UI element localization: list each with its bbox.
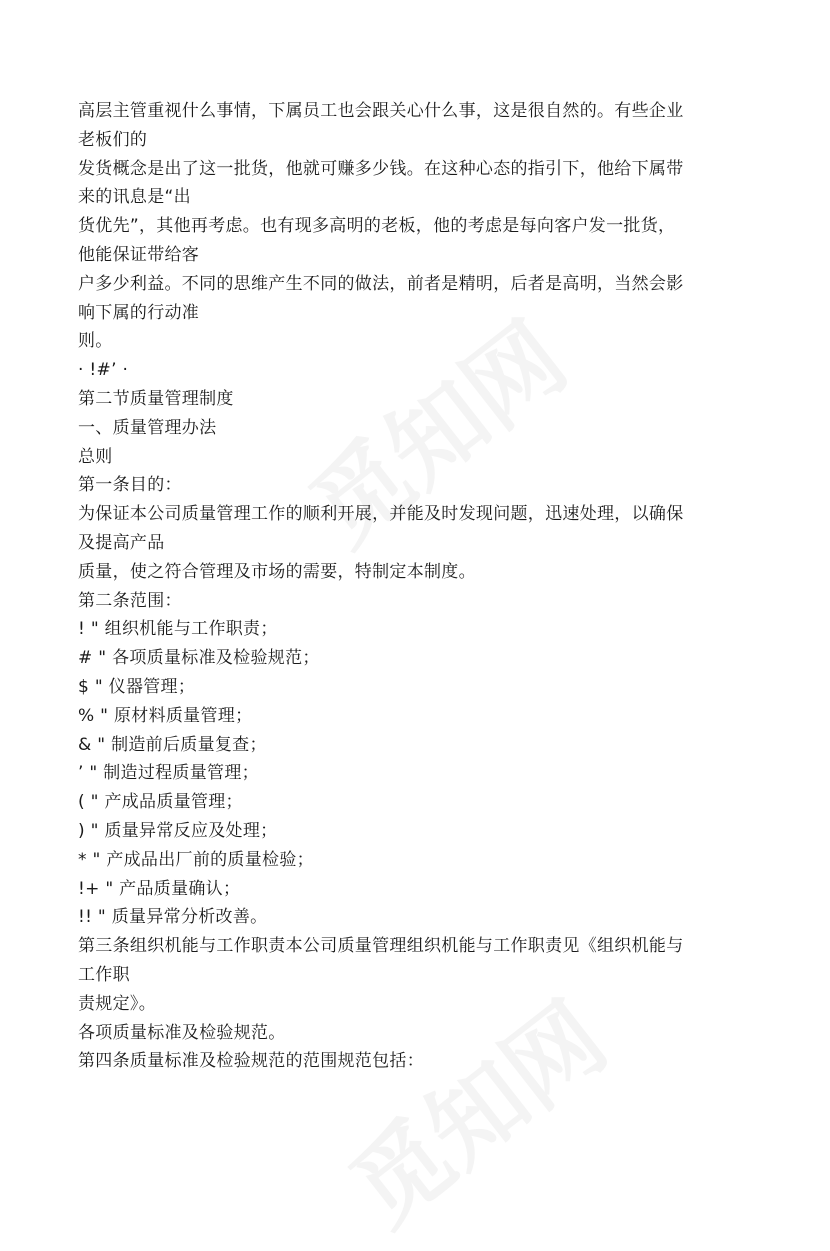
text-line: 高层主管重视什么事情，下属员工也会跟关心什么事，这是很自然的。有些企业 bbox=[78, 101, 684, 121]
text-line: 老板们的 bbox=[78, 129, 148, 150]
text-line: 发货概念是出了这一批货，他就可赚多少钱。在这种心态的指引下，他给下属带 bbox=[78, 158, 684, 179]
text-line: 及提高产品 bbox=[78, 532, 165, 553]
list-item: # " 各项质量标准及检验规范； bbox=[78, 648, 320, 669]
article-heading: 第一条目的： bbox=[78, 475, 182, 496]
list-item: * " 产成品出厂前的质量检验； bbox=[78, 849, 314, 870]
list-item: !! " 质量异常分析改善。 bbox=[78, 907, 268, 928]
text-line: 第三条组织机能与工作职责本公司质量管理组织机能与工作职责见《组织机能与 bbox=[78, 936, 684, 957]
text-line: · !#’ · bbox=[78, 360, 129, 381]
text-line: 响下属的行动准 bbox=[78, 302, 200, 323]
text-line: 则。 bbox=[78, 331, 113, 352]
subsection-heading: 一、质量管理办法 bbox=[78, 417, 217, 438]
text-line: 质量，使之符合管理及市场的需要，特制定本制度。 bbox=[78, 561, 476, 582]
text-line: 责规定》。 bbox=[78, 993, 156, 1014]
text-line: 为保证本公司质量管理工作的顺利开展，并能及时发现问题，迅速处理，以确保 bbox=[78, 504, 684, 525]
article-heading: 第二条范围： bbox=[78, 590, 182, 611]
text-line: 工作职 bbox=[78, 964, 130, 985]
list-item: !+ " 产品质量确认； bbox=[78, 878, 241, 899]
section-heading: 第二节质量管理制度 bbox=[78, 388, 234, 409]
text-line: 各项质量标准及检验规范。 bbox=[78, 1022, 286, 1043]
chapter-heading: 总则 bbox=[78, 446, 113, 467]
document-body bbox=[78, 97, 750, 1076]
list-item: & " 制造前后质量复查； bbox=[78, 734, 267, 755]
text-line: 来的讯息是“出 bbox=[78, 187, 191, 208]
article-heading: 第四条质量标准及检验规范的范围规范包括： bbox=[78, 1051, 424, 1072]
list-item: ! " 组织机能与工作职责； bbox=[78, 619, 278, 640]
list-item: ( " 产成品质量管理； bbox=[78, 792, 243, 813]
text-line: 货优先”，其他再考虑。也有现多高明的老板，他的考虑是每向客户发一批货， bbox=[78, 216, 676, 237]
list-item: ) " 质量异常反应及处理； bbox=[78, 820, 278, 841]
text-line: 户多少利益。不同的思维产生不同的做法，前者是精明，后者是高明，当然会影 bbox=[78, 273, 684, 294]
list-item: ’ " 制造过程质量管理； bbox=[78, 763, 259, 784]
text-line: 他能保证带给客 bbox=[78, 244, 200, 265]
list-item: $ " 仪器管理； bbox=[78, 676, 196, 697]
list-item: % " 原材料质量管理； bbox=[78, 705, 253, 726]
